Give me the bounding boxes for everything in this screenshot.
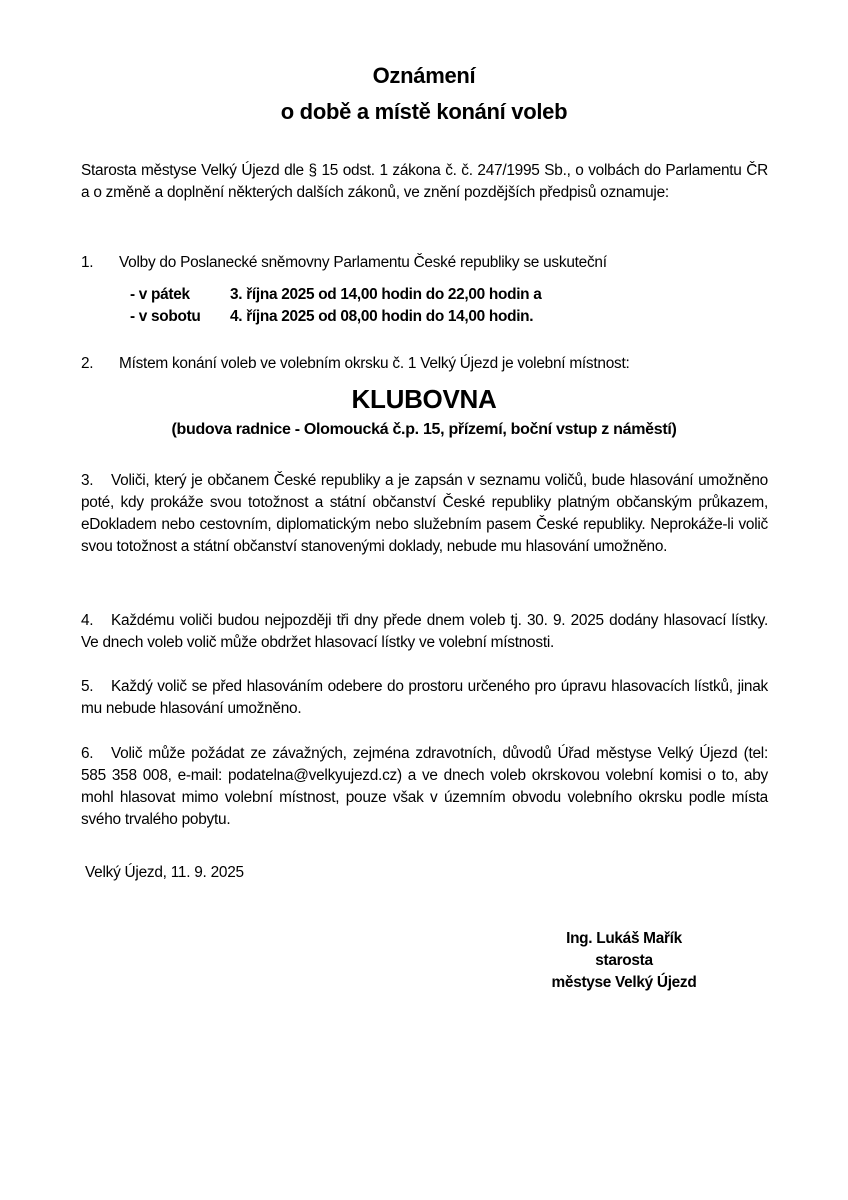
- item-number: 2.: [81, 355, 94, 372]
- document-title: Oznámení: [372, 63, 476, 88]
- schedule-time: 4. října 2025 od 08,00 hodin do 14,00 hodin.: [230, 308, 534, 325]
- item-text: Místem konání voleb ve volebním okrsku č. 1 Velký Újezd je volební místnost:: [119, 355, 630, 372]
- signatory-role: starosta: [595, 952, 653, 969]
- venue-address: (budova radnice - Olomoucká č.p. 15, přízemí, boční vstup z náměstí): [171, 421, 677, 438]
- schedule-row-friday: [130, 284, 542, 306]
- election-schedule: [130, 284, 542, 328]
- item-text: Voliči, který je občanem České republiky a je zapsán v seznamu voličů, bude hlasování umožněno poté, kdy prokáže svou totožnost a státní občanství České republiky platným občanským průkazem, eDokladem nebo cestovním, diplomatickým nebo služebním pasem České republiky. Neprokáže-li volič svou totožnost a státní občanství stanovenými doklady, nebude mu hlasování umožněno.: [81, 472, 768, 555]
- item-5: [81, 676, 768, 720]
- item-number: 3.: [81, 472, 94, 489]
- signatory-name: Ing. Lukáš Mařík: [566, 930, 682, 947]
- item-1: [81, 252, 768, 274]
- item-number: 6.: [81, 745, 94, 762]
- schedule-row-saturday: [130, 306, 542, 328]
- venue-name: KLUBOVNA: [351, 384, 497, 414]
- place-and-date: Velký Újezd, 11. 9. 2025: [85, 864, 244, 881]
- document-subtitle: o době a místě konání voleb: [280, 99, 568, 124]
- schedule-time: 3. října 2025 od 14,00 hodin do 22,00 hodin a: [230, 286, 542, 303]
- signatory-office: městyse Velký Újezd: [551, 974, 697, 991]
- item-text: Každý volič se před hlasováním odebere do prostoru určeného pro úpravu hlasovacích lístků, jinak mu nebude hlasování umožněno.: [81, 678, 768, 717]
- item-6: [81, 743, 768, 831]
- item-text: Volby do Poslanecké sněmovny Parlamentu České republiky se uskuteční: [119, 254, 607, 271]
- intro-paragraph: Starosta městyse Velký Újezd dle § 15 odst. 1 zákona č. č. 247/1995 Sb., o volbách do Parlamentu ČR a o změně a doplnění některých dalších zákonů, ve znění pozdějších předpisů oznamuje:: [81, 162, 768, 201]
- schedule-day: - v sobotu: [130, 308, 201, 325]
- item-text: Každému voliči budou nejpozději tři dny přede dnem voleb tj. 30. 9. 2025 dodány hlasovací lístky. Ve dnech voleb volič může obdržet hlasovací lístky ve volební místnosti.: [81, 612, 768, 651]
- signature-block: [520, 928, 728, 994]
- schedule-day: - v pátek: [130, 286, 190, 303]
- item-4: [81, 610, 768, 654]
- item-2: [81, 353, 768, 375]
- item-number: 5.: [81, 678, 94, 695]
- item-3: [81, 470, 768, 558]
- item-text: Volič může požádat ze závažných, zejména zdravotních, důvodů Úřad městyse Velký Újezd (tel: 585 358 008, e-mail: podatelna@velkyujezd.cz) a ve dnech voleb okrskovou volební komisi o to, aby mohl hlasovat mimo volební místnost, pouze však v územním obvodu volebního okrsku podle místa svého trvalého pobytu.: [81, 745, 768, 828]
- item-number: 1.: [81, 254, 94, 271]
- item-number: 4.: [81, 612, 94, 629]
